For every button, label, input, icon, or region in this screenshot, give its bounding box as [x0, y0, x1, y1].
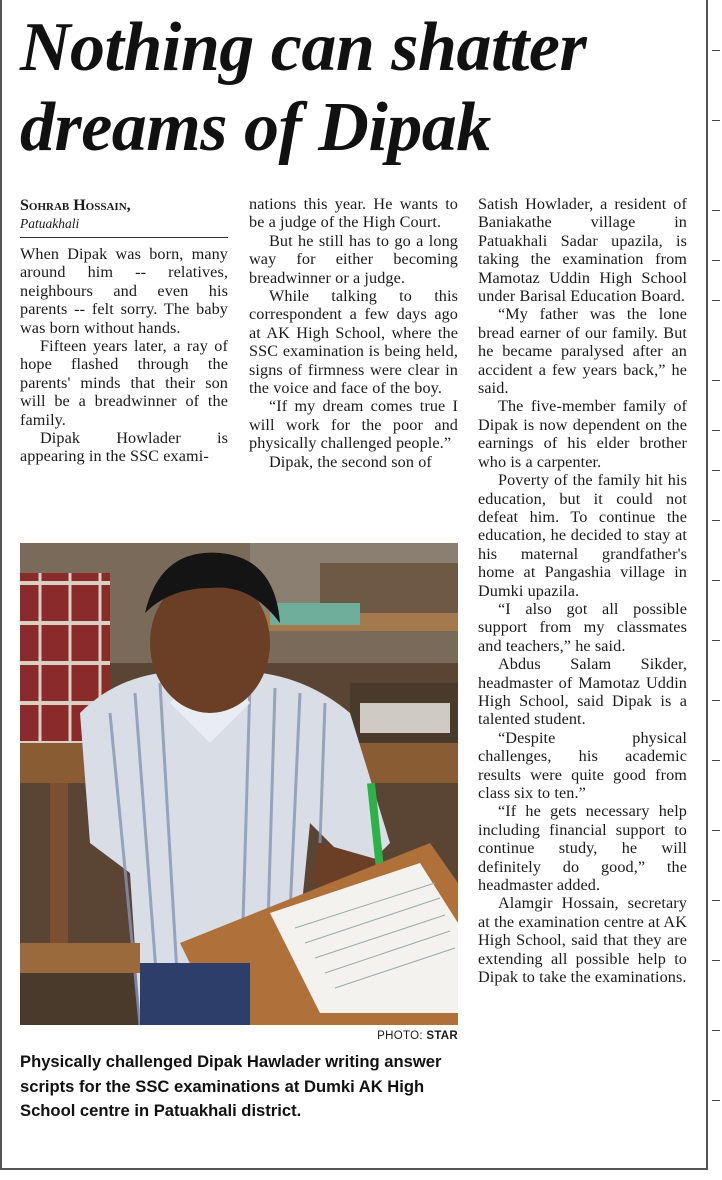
paragraph: “If he gets necessary help including financial support to continue study, he will definitely do good,” the headmaster added.: [478, 802, 687, 895]
photo-credit-source: STAR: [426, 1030, 458, 1042]
adjacent-column-edge: [710, 0, 722, 1180]
paragraph: “Despite physical challenges, his academic results were quite good from class six to ten.”: [478, 728, 687, 802]
byline-divider: [20, 237, 228, 238]
byline: [20, 196, 228, 232]
paragraph: When Dipak was born, many around him -- relatives, neighbours and even his parents -- felt sorry. The baby was born without hands.: [20, 245, 228, 337]
paragraph: Dipak, the second son of: [269, 452, 432, 471]
paragraph: Poverty of the family hit his education, but it could not defeat him. To continue the education, he decided to stay at his maternal grandfather's home at Pangashia village in Dumki upazila.: [478, 471, 687, 600]
paragraph: But he still has to go a long way for either becoming breadwinner or a judge.: [249, 231, 458, 287]
paragraph: Satish Howlader, a resident of Baniakathe village in Patuakhali Sadar upazila, is taking the examination from Mamotaz Uddin High School under Barisal Education Board.: [478, 195, 687, 306]
paragraph: Dipak Howlader is appearing in the SSC exami-: [20, 429, 228, 466]
paragraph: “If my dream comes true I will work for the poor and physically challenged people.”: [249, 397, 458, 453]
byline-location: Patuakhali: [20, 216, 80, 231]
photo-credit: [20, 1030, 458, 1042]
paragraph: While talking to this correspondent a few days ago at AK High School, where the SSC examination is being held, signs of firmness were clear in the voice and face of the boy.: [249, 287, 458, 398]
paragraph: “My father was the lone bread earner of our family. But he became paralysed after an accident a few years back,” he said.: [478, 305, 687, 398]
paragraph: The five-member family of Dipak is now dependent on the earnings of his elder brother who is a carpenter.: [478, 397, 687, 471]
article-column-2: [249, 195, 458, 471]
article-headline: Nothing can shatter dreams of Dipak: [20, 9, 587, 166]
article-column-3: [478, 195, 687, 986]
paragraph: Alamgir Hossain, secretary at the examination centre at AK High School, said that they are extending all possible help to Dipak to take the examinations.: [478, 894, 687, 987]
article-column-1: [20, 245, 228, 466]
paragraph: Fifteen years later, a ray of hope flashed through the parents' minds that their son will be a breadwinner of the family.: [20, 337, 228, 429]
article-photo: [20, 543, 458, 1025]
paragraph: “I also got all possible support from my classmates and teachers,” he said.: [478, 599, 687, 655]
photo-credit-label: PHOTO:: [377, 1030, 423, 1042]
paragraph: nations this year. He wants to be a judge of the High Court.: [249, 195, 458, 232]
paragraph: Abdus Salam Sikder, headmaster of Mamotaz Uddin High School, said Dipak is a talented student.: [478, 655, 687, 729]
photo-caption: Physically challenged Dipak Hawlader writing answer scripts for the SSC examinations at Dumki AK High School centre in Patuakhali district.: [20, 1052, 442, 1120]
byline-author: Sohrab Hossain,: [20, 197, 131, 214]
